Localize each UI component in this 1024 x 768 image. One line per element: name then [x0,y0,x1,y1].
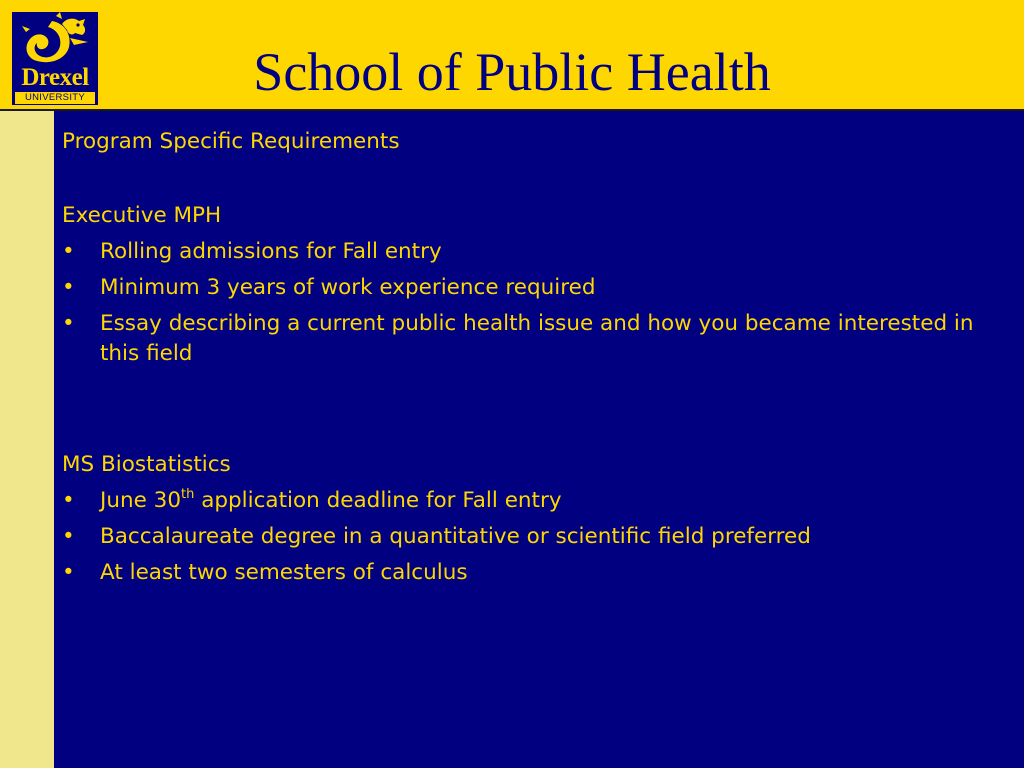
list-item-text [100,488,562,513]
list-item [62,237,1012,267]
list-item-text: Rolling admissions for Fall entry [100,239,442,264]
list-item [62,273,1012,303]
list-item-text: Essay describing a current public health issue and how you became interested in this field [100,311,974,366]
logo-wordmark: Drexel [21,64,89,91]
logo-university-label: UNIVERSITY [15,92,95,104]
content-heading: Program Specific Requirements [62,129,400,154]
list-item [62,522,1012,552]
list-item-text: At least two semesters of calculus [100,560,468,585]
bullet-glyph: • [62,275,75,300]
left-stripe [0,111,54,768]
section-title-ms-biostatistics: MS Biostatistics [62,452,231,477]
deadline-text: application deadline for Fall entry [194,488,562,513]
bullet-glyph: • [62,239,75,264]
bullet-glyph: • [62,488,75,513]
slide-content [62,124,1012,594]
bullet-glyph: • [62,560,75,585]
list-item [62,309,1012,369]
list-item-text: Baccalaureate degree in a quantitative or scientific field preferred [100,524,811,549]
deadline-date: June 30 [100,488,182,513]
bullet-glyph: • [62,524,75,549]
list-item [62,486,1012,516]
list-item [62,558,1012,588]
ms-biostatistics-list [62,486,1012,588]
slide-header [0,0,1024,111]
bullet-glyph: • [62,311,75,336]
section-title-executive-mph: Executive MPH [62,203,222,228]
ordinal-suffix: th [181,487,195,502]
page-title: School of Public Health [253,42,771,102]
executive-mph-list [62,237,1012,369]
list-item-text: Minimum 3 years of work experience required [100,275,596,300]
